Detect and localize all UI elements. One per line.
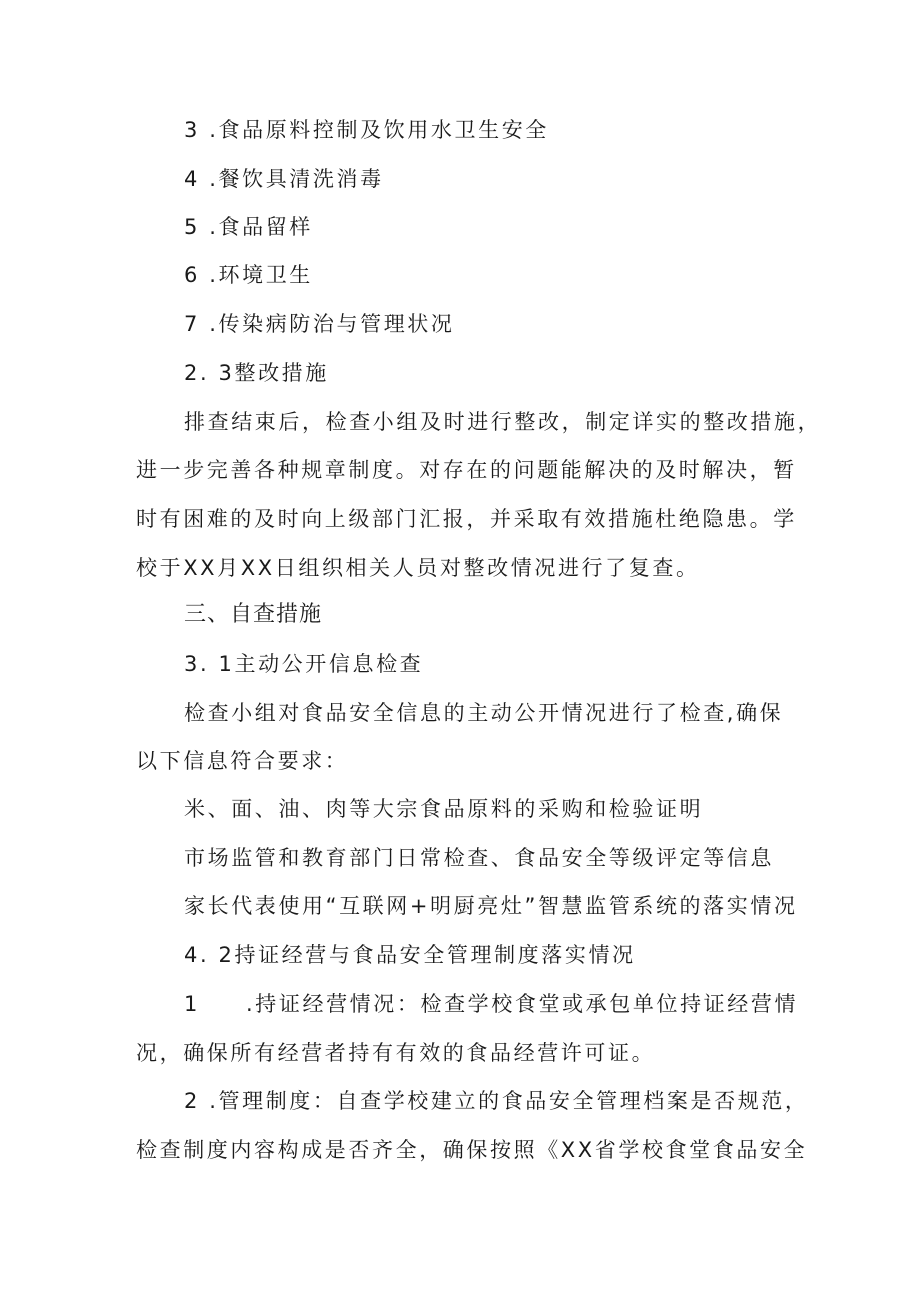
section-heading: 3. 1主动公开信息检查: [184, 652, 424, 676]
list-item: 3 .食品原料控制及饮用水卫生安全: [184, 118, 549, 142]
paragraph-line: 时有困难的及时向上级部门汇报，并采取有效措施杜绝隐患。学: [136, 507, 797, 531]
paragraph-line: 进一步完善各种规章制度。对存在的问题能解决的及时解决，暂: [136, 458, 797, 482]
paragraph-line: 检查制度内容构成是否齐全，确保按照《XX省学校食堂食品安全: [136, 1138, 808, 1162]
list-item: 米、面、油、肉等大宗食品原料的采购和检验证明: [184, 797, 704, 821]
list-item: 7 .传染病防治与管理状况: [184, 312, 455, 336]
section-heading: 2. 3整改措施: [184, 361, 329, 385]
paragraph-line: 况，确保所有经营者持有有效的食品经营许可证。: [136, 1041, 656, 1065]
paragraph-line: 校于XX月XX日组织相关人员对整改情况进行了复查。: [136, 556, 700, 580]
paragraph-line: 2 .管理制度：自查学校建立的食品安全管理档案是否规范，: [184, 1089, 809, 1113]
paragraph-line: 以下信息符合要求：: [136, 749, 349, 773]
list-item: 5 .食品留样: [184, 215, 313, 239]
paragraph-line: 排查结束后，检查小组及时进行整改，制定详实的整改措施，: [184, 410, 822, 434]
section-title: 三、自查措施: [184, 602, 323, 627]
paragraph-line: .持证经营情况：检查学校食堂或承包单位持证经营情: [246, 992, 799, 1016]
paragraph-line: 检查小组对食品安全信息的主动公开情况进行了检查,确保: [184, 701, 784, 725]
section-heading: 4. 2持证经营与食品安全管理制度落实情况: [184, 943, 636, 967]
point-number: 1: [184, 992, 200, 1016]
list-item: 4 .餐饮具清洗消毒: [184, 167, 384, 191]
list-item: 家长代表使用“互联网+明厨亮灶”智慧监管系统的落实情况: [184, 894, 798, 918]
list-item: 6 .环境卫生: [184, 263, 313, 287]
list-item: 市场监管和教育部门日常检查、食品安全等级评定等信息: [184, 846, 774, 870]
